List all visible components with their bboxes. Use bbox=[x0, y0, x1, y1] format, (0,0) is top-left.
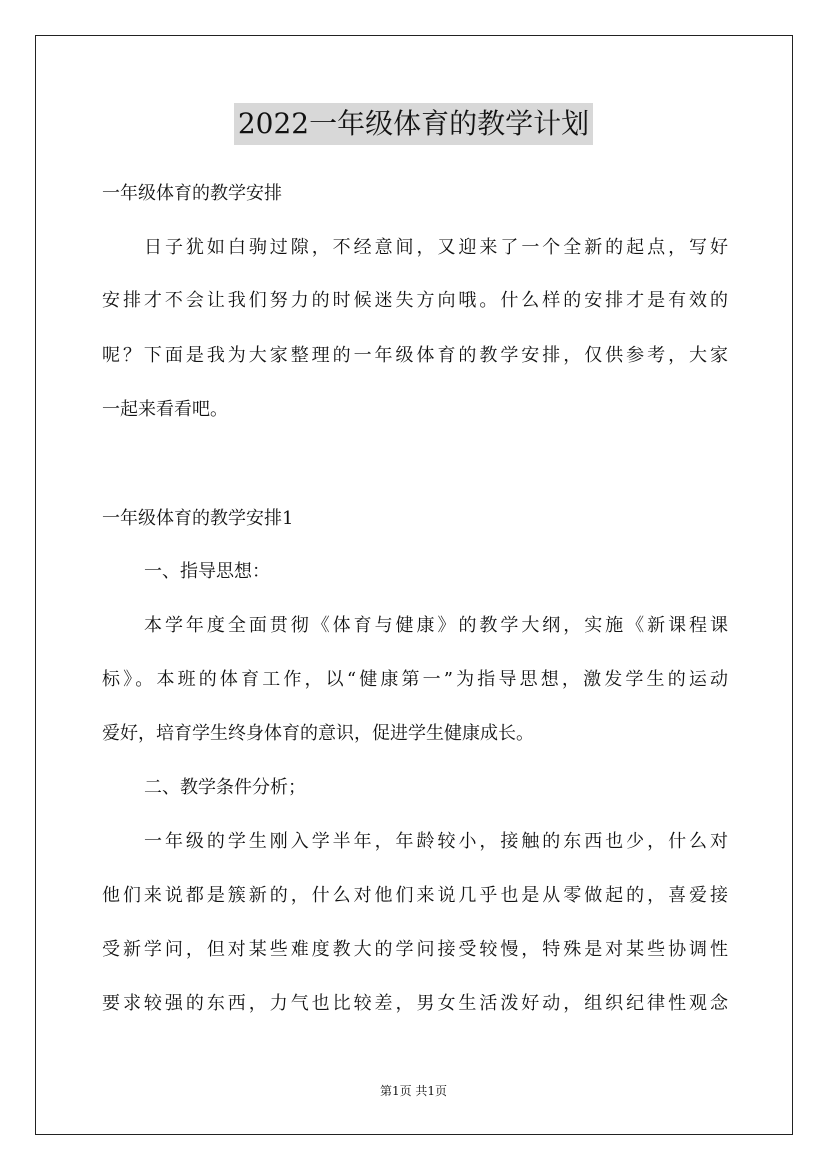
paragraph-line: 一起来看看吧。 bbox=[102, 399, 228, 420]
paragraph-line: 呢？下面是我为大家整理的一年级体育的教学安排，仅供参考，大家 bbox=[102, 345, 728, 366]
title-container bbox=[0, 103, 827, 145]
paragraph-line: 安排才不会让我们努力的时候迷失方向哦。什么样的安排才是有效的 bbox=[102, 290, 728, 311]
paragraph-line: 他们来说都是簇新的，什么对他们来说几乎也是从零做起的，喜爱接 bbox=[102, 885, 728, 906]
subsection-heading: 一、指导思想： bbox=[144, 561, 270, 582]
document-title: 2022一年级体育的教学计划 bbox=[234, 103, 593, 145]
section-heading: 一年级体育的教学安排1 bbox=[102, 508, 294, 529]
paragraph-line: 标》。本班的体育工作，以“健康第一”为指导思想，激发学生的运动 bbox=[102, 669, 728, 690]
paragraph-line: 要求较强的东西，力气也比较差，男女生活泼好动，组织纪律性观念 bbox=[102, 993, 728, 1014]
paragraph-line: 爱好，培育学生终身体育的意识，促进学生健康成长。 bbox=[102, 723, 534, 744]
subsection-heading: 二、教学条件分析； bbox=[144, 777, 306, 798]
paragraph-line: 一年级的学生刚入学半年，年龄较小，接触的东西也少，什么对 bbox=[144, 831, 728, 852]
paragraph-line: 受新学问，但对某些难度教大的学问接受较慢，特殊是对某些协调性 bbox=[102, 939, 728, 960]
paragraph-line: 本学年度全面贯彻《体育与健康》的教学大纲，实施《新课程课 bbox=[144, 615, 728, 636]
section-heading: 一年级体育的教学安排 bbox=[102, 183, 282, 204]
page-footer: 第1页 共1页 bbox=[379, 1084, 448, 1098]
paragraph-line: 日子犹如白驹过隙，不经意间，又迎来了一个全新的起点，写好 bbox=[144, 237, 728, 258]
